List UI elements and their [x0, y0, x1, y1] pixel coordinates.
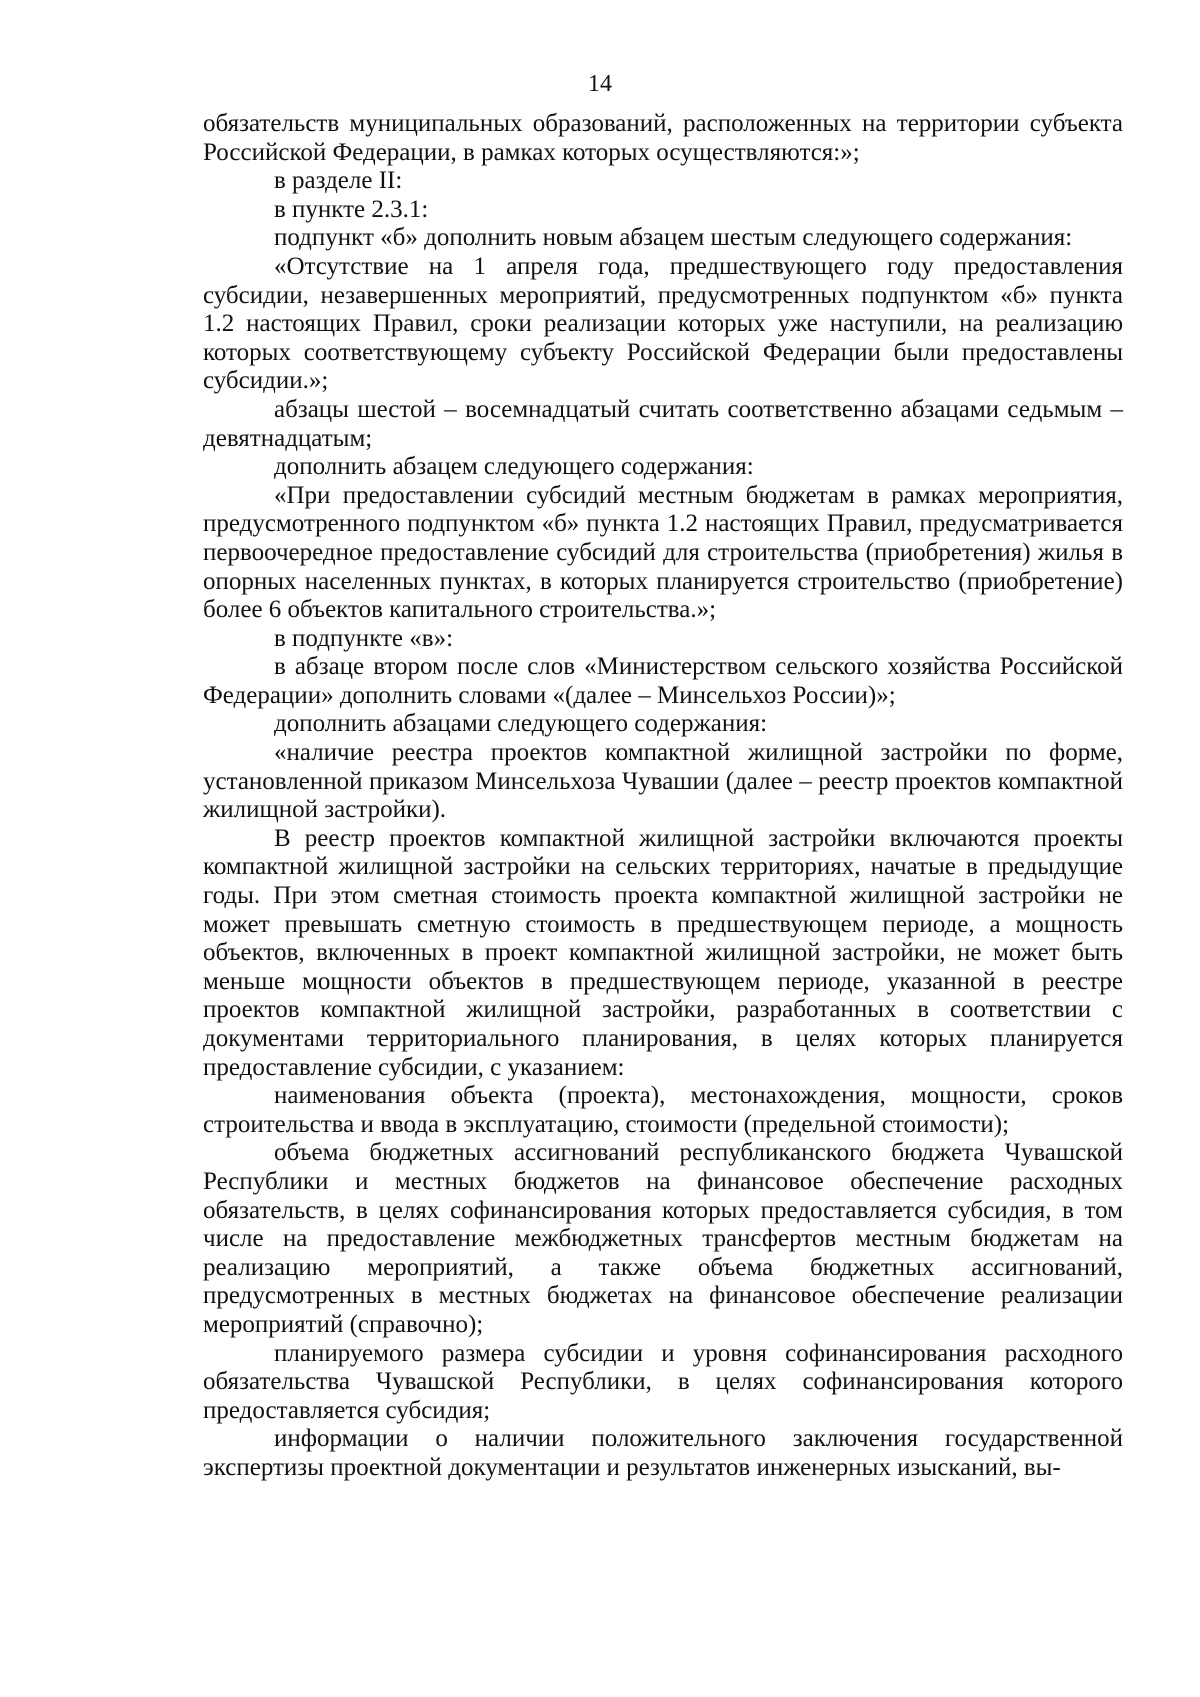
paragraph: информации о наличии положительного заключения государственной экспертизы проектной документации и результатов инженерных изысканий, вы-	[203, 1425, 1123, 1481]
paragraph: «При предоставлении субсидий местным бюджетам в рамках мероприятия, предусмотренного подпунктом «б» пункта 1.2 настоящих Правил, предусматривается первоочередное предоставление субсидий для строительства (приобретения) жилья в опорных населенных пунктах, в которых планируется строительство (приобретение) более 6 объектов капитального строительства.»;	[203, 481, 1123, 624]
paragraph: В реестр проектов компактной жилищной застройки включаются проекты компактной жилищной застройки на сельских территориях, начатые в предыдущие годы. При этом сметная стоимость проекта компактной жилищной застройки не может превышать сметную стоимость в предшествующем периоде, а мощность объектов, включенных в проект компактной жилищной застройки, не может быть меньше мощности объектов в предшествующем периоде, указанной в реестре проектов компактной жилищной застройки, разработанных в соответствии с документами территориального планирования, в целях которых планируется предоставление субсидии, с указанием:	[203, 824, 1123, 1081]
paragraph: дополнить абзацем следующего содержания:	[274, 453, 754, 481]
paragraph: подпункт «б» дополнить новым абзацем шестым следующего содержания:	[274, 224, 1073, 252]
paragraph: обязательств муниципальных образований, расположенных на территории субъекта Российской Федерации, в рамках которых осуществляются:»;	[203, 110, 1123, 166]
paragraph: абзацы шестой – восемнадцатый считать соответственно абзацами седьмым – девятнадцатым;	[203, 395, 1123, 452]
document-body	[203, 110, 1123, 1483]
paragraph: объема бюджетных ассигнований республиканского бюджета Чувашской Республики и местных бюджетов на финансовое обеспечение расходных обязательств, в целях софинансирования которых предоставляется субсидия, в том числе на предоставление межбюджетных трансфертов местным бюджетам на реализацию мероприятий, а также объема бюджетных ассигнований, предусмотренных в местных бюджетах на финансовое обеспечение реализации мероприятий (справочно);	[203, 1139, 1123, 1338]
paragraph: планируемого размера субсидии и уровня софинансирования расходного обязательства Чувашской Республики, в целях софинансирования которого предоставляется субсидия;	[203, 1339, 1123, 1424]
paragraph: в подпункте «в»:	[274, 624, 454, 652]
page-number: 14	[588, 71, 612, 97]
paragraph: «Отсутствие на 1 апреля года, предшествующего году предоставления субсидии, незавершенных мероприятий, предусмотренных подпунктом «б» пункта 1.2 настоящих Правил, сроки реализации которых уже наступили, на реализацию которых соответствующему субъекту Российской Федерации были предоставлены субсидии.»;	[203, 252, 1123, 395]
paragraph: в пункте 2.3.1:	[274, 195, 429, 223]
paragraph: «наличие реестра проектов компактной жилищной застройки по форме, установленной приказом Минсельхоза Чувашии (далее – реестр проектов компактной жилищной застройки).	[203, 739, 1123, 824]
paragraph: в абзаце втором после слов «Министерством сельского хозяйства Российской Федерации» дополнить словами «(далее – Минсельхоз России)»;	[203, 653, 1123, 709]
paragraph: дополнить абзацами следующего содержания:	[274, 710, 768, 738]
paragraph: в разделе II:	[274, 167, 403, 195]
paragraph: наименования объекта (проекта), местонахождения, мощности, сроков строительства и ввода в эксплуатацию, стоимости (предельной стоимости);	[203, 1082, 1123, 1138]
